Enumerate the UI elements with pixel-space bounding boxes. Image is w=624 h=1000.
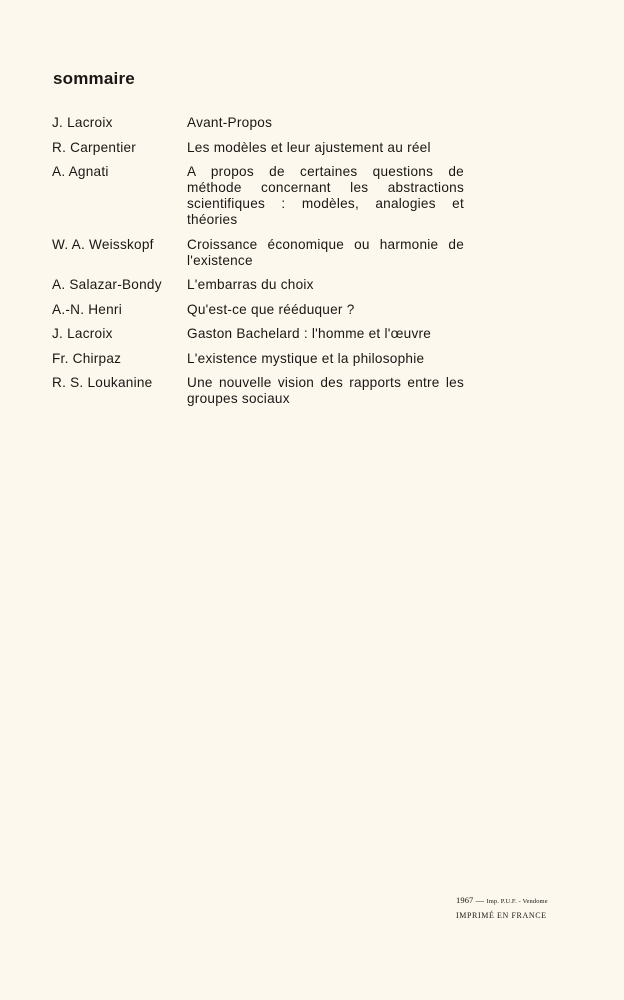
toc-entry bbox=[52, 326, 472, 342]
toc-title: A propos de certaines questions de méthode concernant les abstractions scientifiques : modèles, analogies et théories bbox=[187, 164, 464, 227]
toc-title: Les modèles et leur ajustement au réel bbox=[187, 139, 431, 155]
toc-author: J. Lacroix bbox=[52, 115, 113, 130]
toc-title: Gaston Bachelard : l'homme et l'œuvre bbox=[187, 326, 432, 341]
toc-title: Une nouvelle vision des rapports entre les groupes sociaux bbox=[187, 375, 464, 406]
toc-entry bbox=[52, 164, 472, 228]
toc-title: L'existence mystique et la philosophie bbox=[187, 350, 425, 366]
toc-author: J. Lacroix bbox=[52, 326, 113, 341]
toc-title: L'embarras du choix bbox=[187, 277, 314, 292]
toc-entry bbox=[52, 375, 472, 407]
toc-author: R. Carpentier bbox=[52, 139, 137, 155]
imprint-line bbox=[456, 894, 548, 908]
toc-entry bbox=[52, 351, 472, 367]
toc-entry bbox=[52, 115, 472, 131]
imprint-year: 1967 — bbox=[456, 895, 485, 905]
printed-in-france: IMPRIMÉ EN FRANCE bbox=[456, 911, 547, 920]
toc-title: Croissance économique ou harmonie de l'existence bbox=[187, 236, 464, 268]
toc-author: A. Agnati bbox=[52, 164, 109, 179]
toc-author: Fr. Chirpaz bbox=[52, 350, 122, 366]
toc-entry bbox=[52, 140, 472, 156]
toc-title: Avant-Propos bbox=[187, 115, 273, 130]
printer-imprint bbox=[456, 894, 548, 920]
toc-entry bbox=[52, 277, 472, 293]
toc-entry bbox=[52, 302, 472, 318]
toc-title: Qu'est-ce que rééduquer ? bbox=[187, 301, 355, 317]
toc-author: R. S. Loukanine bbox=[52, 375, 153, 390]
toc-author: A. Salazar-Bondy bbox=[52, 277, 162, 292]
page-heading: sommaire bbox=[53, 69, 135, 88]
toc-entry bbox=[52, 237, 472, 269]
toc-author: A.-N. Henri bbox=[52, 301, 122, 317]
imprint-printer: Imp. P.U.F. - Vendome bbox=[486, 898, 548, 905]
table-of-contents bbox=[52, 115, 472, 416]
toc-author: W. A. Weisskopf bbox=[52, 236, 154, 252]
